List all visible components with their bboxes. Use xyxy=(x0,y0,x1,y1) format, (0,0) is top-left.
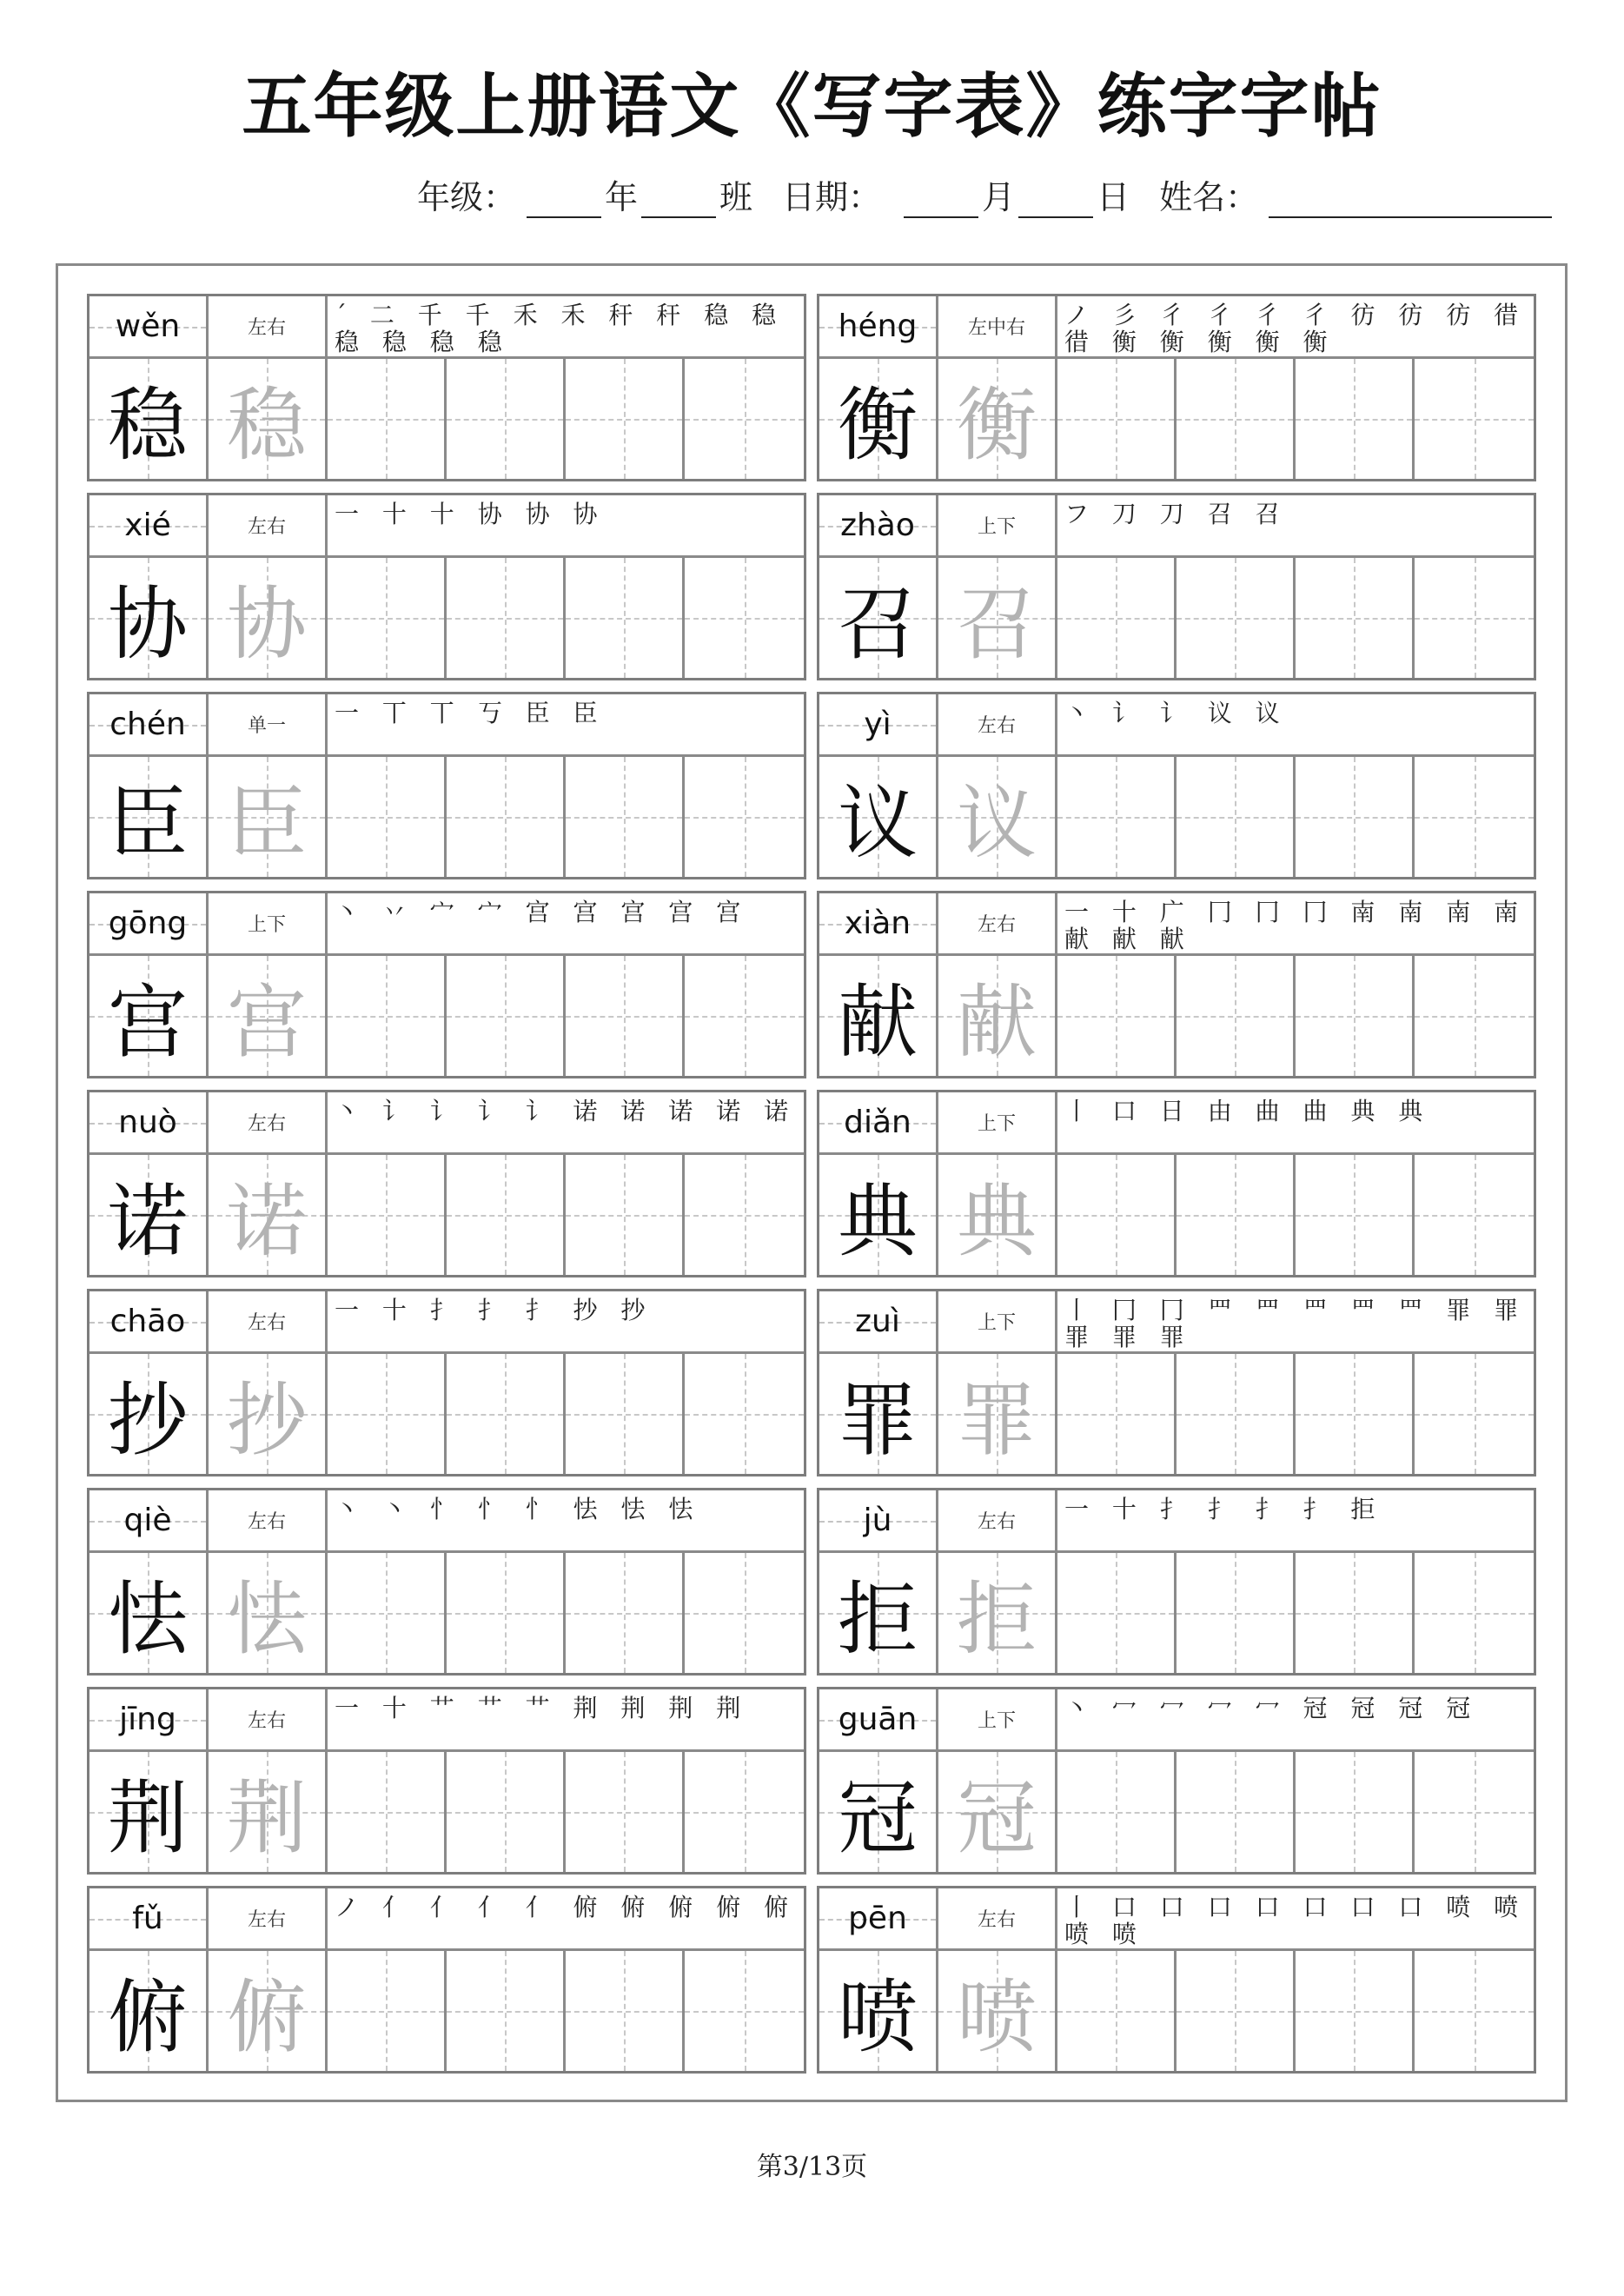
practice-cell[interactable] xyxy=(685,359,804,479)
model-character: 诺 xyxy=(107,1175,188,1268)
model-cell xyxy=(819,1553,938,1673)
practice-cell[interactable] xyxy=(685,1752,804,1872)
practice-cell[interactable] xyxy=(566,757,685,877)
structure-cell: 左右 xyxy=(209,1888,328,1948)
card-header-row xyxy=(89,1689,804,1752)
day-unit: 日 xyxy=(1097,178,1130,216)
practice-cell[interactable] xyxy=(685,1155,804,1275)
year-unit: 年 xyxy=(605,178,639,216)
model-cell xyxy=(819,956,938,1076)
model-cell xyxy=(89,359,209,479)
practice-cell[interactable] xyxy=(1415,956,1534,1076)
practice-cell[interactable] xyxy=(447,1951,566,2071)
practice-cell[interactable] xyxy=(566,1155,685,1275)
practice-cell[interactable] xyxy=(447,558,566,678)
card-header-row xyxy=(89,1092,804,1155)
practice-cell[interactable] xyxy=(1296,1155,1415,1275)
model-character: 臣 xyxy=(107,777,188,870)
model-cell xyxy=(819,757,938,877)
trace-character: 荆 xyxy=(226,1772,307,1865)
model-cell xyxy=(89,1155,209,1275)
practice-cell[interactable] xyxy=(328,359,447,479)
card-header-row xyxy=(819,1490,1534,1553)
pinyin-text: pēn xyxy=(848,1901,907,1936)
trace-character: 宫 xyxy=(226,976,307,1069)
trace-character: 怯 xyxy=(226,1573,307,1666)
practice-card xyxy=(817,1886,1536,2074)
practice-cell[interactable] xyxy=(447,1155,566,1275)
writing-row xyxy=(819,1354,1534,1474)
practice-cell[interactable] xyxy=(328,956,447,1076)
practice-cell[interactable] xyxy=(1415,1553,1534,1673)
practice-card xyxy=(817,1090,1536,1277)
structure-cell: 左中右 xyxy=(938,296,1057,356)
model-cell xyxy=(819,558,938,678)
grade-year-blank xyxy=(527,182,601,218)
practice-cell[interactable] xyxy=(566,558,685,678)
pinyin-cell xyxy=(819,495,938,555)
trace-character: 冠 xyxy=(956,1772,1037,1865)
practice-cell[interactable] xyxy=(1415,1752,1534,1872)
trace-character: 衡 xyxy=(956,379,1037,472)
stroke-order: ノ 亻 亻 亻 亻 俯 俯 俯 俯 俯 xyxy=(335,1894,797,1921)
writing-row xyxy=(89,1354,804,1474)
stroke-order: 一 十 广 冂 冂 冂 南 南 南 南 献 献 献 xyxy=(1064,899,1527,951)
practice-card xyxy=(817,692,1536,879)
model-character: 喷 xyxy=(837,1971,918,2064)
practice-card xyxy=(817,1289,1536,1476)
model-cell xyxy=(89,1553,209,1673)
pinyin-cell xyxy=(819,296,938,356)
card-header-row xyxy=(89,694,804,757)
model-character: 召 xyxy=(837,578,918,671)
practice-cell[interactable] xyxy=(328,757,447,877)
card-header-row xyxy=(819,1888,1534,1951)
practice-cell[interactable] xyxy=(1177,1354,1296,1474)
stroke-order: 丶 讠 讠 议 议 xyxy=(1064,700,1288,727)
trace-cell xyxy=(938,1951,1057,2071)
structure-cell: 单一 xyxy=(209,694,328,754)
pinyin-cell xyxy=(89,495,209,555)
structure-cell: 上下 xyxy=(938,1689,1057,1749)
pinyin-cell xyxy=(819,893,938,953)
practice-cell[interactable] xyxy=(1057,1354,1177,1474)
model-character: 献 xyxy=(837,976,918,1069)
pinyin-text: wěn xyxy=(115,309,181,344)
trace-cell xyxy=(209,1553,328,1673)
practice-card xyxy=(87,493,806,680)
practice-cell[interactable] xyxy=(1057,956,1177,1076)
practice-cell[interactable] xyxy=(328,1553,447,1673)
model-character: 协 xyxy=(107,578,188,671)
trace-cell xyxy=(209,1752,328,1872)
stroke-order: 一 十 扌 扌 扌 抄 抄 xyxy=(335,1297,653,1324)
practice-cell[interactable] xyxy=(685,558,804,678)
model-cell xyxy=(819,1752,938,1872)
practice-cell[interactable] xyxy=(328,1951,447,2071)
month-unit: 月 xyxy=(982,178,1016,216)
practice-cell[interactable] xyxy=(566,1354,685,1474)
pinyin-cell xyxy=(819,1689,938,1749)
pinyin-text: chén xyxy=(109,707,186,742)
stroke-order: 一 十 艹 艹 艹 荆 荆 荆 荆 xyxy=(335,1695,749,1722)
trace-cell xyxy=(209,757,328,877)
model-character: 荆 xyxy=(107,1772,188,1865)
practice-cell[interactable] xyxy=(685,1951,804,2071)
trace-character: 俯 xyxy=(226,1971,307,2064)
trace-cell xyxy=(209,1951,328,2071)
writing-row xyxy=(89,1752,804,1872)
pinyin-text: jù xyxy=(863,1503,892,1538)
stroke-order: 丶 冖 冖 冖 冖 冠 冠 冠 冠 xyxy=(1064,1695,1479,1722)
trace-cell xyxy=(938,1553,1057,1673)
pinyin-text: chāo xyxy=(109,1304,186,1339)
card-header-row xyxy=(89,1888,804,1951)
stroke-order: 一 丅 丅 丂 臣 臣 xyxy=(335,700,606,727)
practice-cell[interactable] xyxy=(1177,1752,1296,1872)
practice-card xyxy=(87,1687,806,1875)
writing-row xyxy=(819,558,1534,678)
model-cell xyxy=(89,757,209,877)
trace-cell xyxy=(938,956,1057,1076)
pinyin-text: zuì xyxy=(855,1304,900,1339)
practice-cell[interactable] xyxy=(685,956,804,1076)
writing-row xyxy=(819,359,1534,479)
trace-character: 喷 xyxy=(956,1971,1037,2064)
pinyin-cell xyxy=(819,1490,938,1550)
writing-row xyxy=(819,1155,1534,1275)
practice-card xyxy=(817,493,1536,680)
pinyin-cell xyxy=(89,296,209,356)
practice-cell[interactable] xyxy=(328,1155,447,1275)
practice-card xyxy=(87,294,806,481)
card-header-row xyxy=(89,495,804,558)
practice-cell[interactable] xyxy=(685,757,804,877)
model-character: 罪 xyxy=(837,1374,918,1467)
practice-card xyxy=(817,1488,1536,1676)
pinyin-cell xyxy=(89,1092,209,1152)
practice-cell[interactable] xyxy=(1057,1951,1177,2071)
model-cell xyxy=(819,1951,938,2071)
pinyin-text: xiàn xyxy=(844,906,911,941)
trace-character: 抄 xyxy=(226,1374,307,1467)
name-blank xyxy=(1269,182,1552,218)
card-header-row xyxy=(819,893,1534,956)
stroke-order: 丶 丶 忄 忄 忄 怯 怯 怯 xyxy=(335,1496,701,1523)
model-cell xyxy=(819,1155,938,1275)
practice-cell[interactable] xyxy=(1177,558,1296,678)
trace-character: 臣 xyxy=(226,777,307,870)
practice-cell[interactable] xyxy=(1296,956,1415,1076)
card-header-row xyxy=(819,1689,1534,1752)
trace-character: 拒 xyxy=(956,1573,1037,1666)
card-header-row xyxy=(819,1291,1534,1354)
stroke-order: 丨 口 口 口 口 口 口 口 喷 喷 喷 喷 xyxy=(1064,1894,1527,1946)
structure-cell: 左右 xyxy=(938,1490,1057,1550)
stroke-order: フ 刀 刀 召 召 xyxy=(1064,501,1288,528)
trace-character: 召 xyxy=(956,578,1037,671)
structure-cell: 左右 xyxy=(209,1092,328,1152)
trace-cell xyxy=(209,956,328,1076)
practice-cell[interactable] xyxy=(1296,1354,1415,1474)
grade-label: 年级： xyxy=(417,178,517,216)
practice-cell[interactable] xyxy=(328,1354,447,1474)
structure-cell: 左右 xyxy=(209,1689,328,1749)
pinyin-cell xyxy=(89,1291,209,1351)
practice-cell[interactable] xyxy=(566,1752,685,1872)
practice-cell[interactable] xyxy=(566,359,685,479)
trace-character: 典 xyxy=(956,1175,1037,1268)
practice-card xyxy=(817,891,1536,1078)
model-character: 典 xyxy=(837,1175,918,1268)
practice-cell[interactable] xyxy=(1296,1553,1415,1673)
practice-cell[interactable] xyxy=(1415,1155,1534,1275)
card-header-row xyxy=(819,1092,1534,1155)
stroke-order: 一 十 扌 扌 扌 扌 拒 xyxy=(1064,1496,1383,1523)
practice-card xyxy=(87,1090,806,1277)
structure-cell: 左右 xyxy=(209,495,328,555)
card-header-row xyxy=(89,1291,804,1354)
model-cell xyxy=(89,558,209,678)
writing-row xyxy=(89,1553,804,1673)
stroke-order: ノ 彡 彳 彳 彳 彳 彷 彷 彷 徣 徣 衡 衡 衡 衡 衡 xyxy=(1064,302,1527,354)
trace-character: 诺 xyxy=(226,1175,307,1268)
pinyin-text: xié xyxy=(124,508,171,543)
structure-cell: 上下 xyxy=(938,1092,1057,1152)
model-character: 衡 xyxy=(837,379,918,472)
pinyin-text: qiè xyxy=(123,1503,172,1538)
structure-cell: 上下 xyxy=(938,495,1057,555)
practice-cell[interactable] xyxy=(447,359,566,479)
pinyin-cell xyxy=(89,1888,209,1948)
trace-cell xyxy=(938,1155,1057,1275)
date-label: 日期： xyxy=(782,178,882,216)
model-cell xyxy=(89,1951,209,2071)
practice-card xyxy=(87,692,806,879)
model-character: 俯 xyxy=(107,1971,188,2064)
pinyin-cell xyxy=(89,694,209,754)
card-header-row xyxy=(89,1490,804,1553)
practice-cell[interactable] xyxy=(1415,757,1534,877)
trace-character: 议 xyxy=(956,777,1037,870)
practice-cell[interactable] xyxy=(1177,1155,1296,1275)
practice-card xyxy=(87,1488,806,1676)
trace-character: 稳 xyxy=(226,379,307,472)
model-character: 议 xyxy=(837,777,918,870)
practice-cell[interactable] xyxy=(1057,1752,1177,1872)
model-character: 宫 xyxy=(107,976,188,1069)
practice-card xyxy=(87,891,806,1078)
writing-row xyxy=(819,757,1534,877)
practice-cell[interactable] xyxy=(1057,558,1177,678)
pinyin-text: héng xyxy=(838,309,918,344)
pinyin-text: guān xyxy=(838,1702,918,1737)
student-info-line xyxy=(417,169,1573,218)
practice-card xyxy=(817,1687,1536,1875)
structure-cell: 左右 xyxy=(938,1888,1057,1948)
pinyin-cell xyxy=(89,1689,209,1749)
pinyin-text: yì xyxy=(864,707,892,742)
writing-row xyxy=(89,1155,804,1275)
writing-row xyxy=(89,1951,804,2071)
pinyin-text: gōng xyxy=(108,906,188,941)
pinyin-text: fǔ xyxy=(132,1901,163,1936)
practice-cell[interactable] xyxy=(1415,1354,1534,1474)
pinyin-text: zhào xyxy=(840,508,915,543)
structure-cell: 左右 xyxy=(209,1490,328,1550)
model-cell xyxy=(819,359,938,479)
practice-cell[interactable] xyxy=(1177,359,1296,479)
practice-cell[interactable] xyxy=(328,558,447,678)
writing-row xyxy=(819,1752,1534,1872)
card-header-row xyxy=(89,296,804,359)
class-unit: 班 xyxy=(719,178,753,216)
writing-row xyxy=(819,1951,1534,2071)
practice-cell[interactable] xyxy=(566,1553,685,1673)
practice-cell[interactable] xyxy=(1296,1951,1415,2071)
practice-cell[interactable] xyxy=(447,1553,566,1673)
model-character: 冠 xyxy=(837,1772,918,1865)
writing-row xyxy=(89,359,804,479)
practice-cell[interactable] xyxy=(1296,757,1415,877)
writing-row xyxy=(89,558,804,678)
card-header-row xyxy=(89,893,804,956)
stroke-order: 丶 讠 讠 讠 讠 诺 诺 诺 诺 诺 xyxy=(335,1098,797,1125)
page-number: 第3/13页 xyxy=(756,2152,868,2182)
trace-cell xyxy=(209,1354,328,1474)
practice-cell[interactable] xyxy=(1296,1752,1415,1872)
practice-cell[interactable] xyxy=(1057,359,1177,479)
model-cell xyxy=(89,1752,209,1872)
practice-cell[interactable] xyxy=(1415,558,1534,678)
trace-character: 罪 xyxy=(956,1374,1037,1467)
practice-cell[interactable] xyxy=(1296,359,1415,479)
practice-card xyxy=(87,1289,806,1476)
card-header-row xyxy=(819,495,1534,558)
model-character: 稳 xyxy=(107,379,188,472)
practice-cell[interactable] xyxy=(566,1951,685,2071)
practice-cell[interactable] xyxy=(328,1752,447,1872)
practice-card xyxy=(87,1886,806,2074)
practice-card xyxy=(817,294,1536,481)
trace-cell xyxy=(938,1354,1057,1474)
structure-cell: 上下 xyxy=(938,1291,1057,1351)
writing-row xyxy=(89,956,804,1076)
month-blank xyxy=(904,182,978,218)
model-character: 拒 xyxy=(837,1573,918,1666)
writing-row xyxy=(819,956,1534,1076)
trace-character: 献 xyxy=(956,976,1037,1069)
pinyin-cell xyxy=(819,1092,938,1152)
practice-cell[interactable] xyxy=(685,1354,804,1474)
model-character: 抄 xyxy=(107,1374,188,1467)
model-cell xyxy=(89,956,209,1076)
writing-row xyxy=(89,757,804,877)
trace-character: 协 xyxy=(226,578,307,671)
practice-cell[interactable] xyxy=(685,1553,804,1673)
practice-cell[interactable] xyxy=(1057,757,1177,877)
model-cell xyxy=(819,1354,938,1474)
practice-cell[interactable] xyxy=(447,1752,566,1872)
practice-cell[interactable] xyxy=(447,757,566,877)
practice-cell[interactable] xyxy=(1057,1553,1177,1673)
class-blank xyxy=(641,182,716,218)
practice-cell[interactable] xyxy=(447,956,566,1076)
practice-cell[interactable] xyxy=(1415,1951,1534,2071)
pinyin-text: jīng xyxy=(119,1702,176,1737)
model-cell xyxy=(89,1354,209,1474)
structure-cell: 左右 xyxy=(209,1291,328,1351)
practice-cell[interactable] xyxy=(447,1354,566,1474)
page-title: 五年级上册语文《写字表》练字字帖 xyxy=(242,66,1382,147)
structure-cell: 左右 xyxy=(938,694,1057,754)
structure-cell: 上下 xyxy=(209,893,328,953)
trace-cell xyxy=(938,757,1057,877)
trace-cell xyxy=(938,558,1057,678)
practice-cell[interactable] xyxy=(566,956,685,1076)
stroke-order: ´ ⼆ 千 千 禾 禾 秆 秆 稳 稳 稳 稳 稳 稳 xyxy=(335,302,785,354)
practice-cell[interactable] xyxy=(1415,359,1534,479)
stroke-order: 丨 口 日 由 曲 曲 典 典 xyxy=(1064,1098,1431,1125)
structure-cell: 左右 xyxy=(938,893,1057,953)
stroke-order: 丶 丷 宀 宀 宫 宫 宫 宫 宫 xyxy=(335,899,749,926)
practice-cell[interactable] xyxy=(1177,1951,1296,2071)
stroke-order: 一 十 十 协 协 协 xyxy=(335,501,606,528)
trace-cell xyxy=(209,558,328,678)
pinyin-text: nuò xyxy=(118,1105,177,1140)
trace-cell xyxy=(209,1155,328,1275)
pinyin-cell xyxy=(89,1490,209,1550)
structure-cell: 左右 xyxy=(209,296,328,356)
practice-cell[interactable] xyxy=(1177,1553,1296,1673)
pinyin-cell xyxy=(819,694,938,754)
pinyin-cell xyxy=(89,893,209,953)
trace-cell xyxy=(209,359,328,479)
pinyin-cell xyxy=(819,1291,938,1351)
stroke-order: 丨 冂 冂 罒 罒 罒 罒 罒 罪 罪 罪 罪 罪 xyxy=(1064,1297,1527,1349)
practice-cell[interactable] xyxy=(1296,558,1415,678)
trace-cell xyxy=(938,359,1057,479)
practice-cell[interactable] xyxy=(1177,956,1296,1076)
name-label: 姓名： xyxy=(1159,178,1259,216)
writing-row xyxy=(819,1553,1534,1673)
practice-cell[interactable] xyxy=(1177,757,1296,877)
pinyin-cell xyxy=(819,1888,938,1948)
card-header-row xyxy=(819,296,1534,359)
day-blank xyxy=(1018,182,1093,218)
model-character: 怯 xyxy=(107,1573,188,1666)
card-header-row xyxy=(819,694,1534,757)
trace-cell xyxy=(938,1752,1057,1872)
practice-cell[interactable] xyxy=(1057,1155,1177,1275)
pinyin-text: diǎn xyxy=(844,1105,911,1140)
